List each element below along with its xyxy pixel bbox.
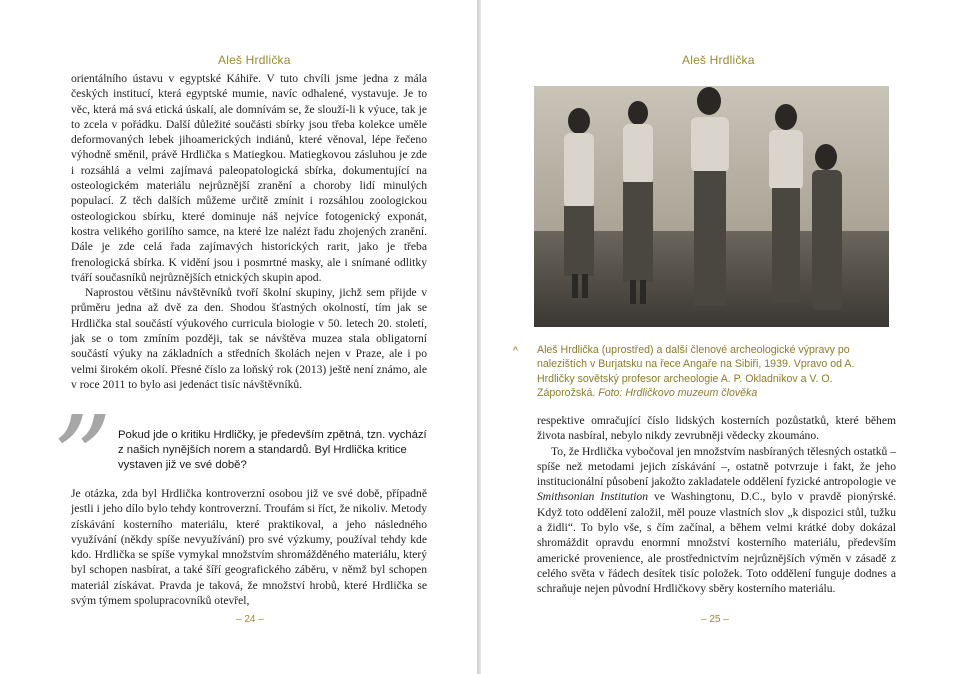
right-page	[481, 0, 960, 674]
paragraph-part: ve Washingtonu, D.C., bylo v pravdě pionýrské. Když toto oddělení založil, měl pouze vlastních slov „k dispozici stůl, tužku a židli“. To bylo vše, s čím začínal, a během velmi krátké doby dokázal shromáždit opravdu enormní množství kosterního materiálu, především americké provenience, ale prostřednictvím nejrůznějších výměn v zásadě z celého světa v řádech desítek tisíc položek. Toto oddělení funguje dodnes a schraňuje nejen původní Hrdličkovy sběry kosterního materiálu.	[537, 490, 896, 596]
photo-illustration	[534, 86, 889, 327]
quote-mark-icon: ”	[52, 390, 113, 528]
institution-name: Smithsonian Institution	[537, 490, 649, 504]
paragraph: Je otázka, zda byl Hrdlička kontroverzní osobou již ve své době, případně jestli i jeho dílo bylo tehdy kontroverzní. Troufám si říct, že nikoliv. Metody získávání kosterního materiálu, které praktikoval, a jeho následného využívání (někdy spíše nevyužívání) pro své výzkumy, používal tehdy kde kdo. Hrdlička se spíše vymykal množstvím shromážděného materiálu, který byl schopen nasbírat, a také šíří geografického záběru, v němž byl schopen materiál získávat. Pravda je taková, že množství hrobů, které Hrdlička se svým týmem spolupracovníků otevřel,	[71, 487, 427, 608]
page-number-right: – 25 –	[701, 614, 729, 625]
left-bottom-text	[71, 486, 427, 608]
photo-credit: Foto: Hrdličkovo muzeum člověka	[598, 386, 758, 399]
pull-quote: Pokud jde o kritiku Hrdličky, je především zpětná, tzn. vychází z našich nynějších norem a standardů. Byl Hrdlička kritice vystaven již ve své době?	[118, 429, 427, 471]
paragraph: orientálního ústavu v egyptské Káhiře. V tuto chvíli jsme jedna z mála českých institucí, která egyptské mumie, navíc odhalené, vystavuje. Je to věc, která má svá etická úskalí, ale domnívám se, že slouží-li k výuce, tak je to zcela v pořádku. Další důležité součásti sbírky jsou třeba kolekce uměle deformovaných lebek jihoamerických indiánů, které věnoval, lépe řečeno výhodně směnil, právě Hrdlička s Matiegkou. Matiegkovou zásluhou je zde i rozsáhlá a velmi zajímavá paleopatologická sbírka, dokumentující na osteologickém materiálu nejrůznější zranění a choroby lidí minulých populací. Z těch dalších můžeme určitě zmínit i rozsáhlou zoologickou osteologickou sbírku, které dominuje náš nejvíce fotogenický exponát, kostra velikého gorilího samce, na které lze nalézt řadu zhojených zranění. Dále je zde celá řada zajímavých historických rarit, jako je třeba frenologická sbírka. K vidění jsou i posmrtné masky, ale i snímané odlitky tváří současníků nejrůznějších etnických skupin apod.	[71, 72, 427, 284]
caption-text: Aleš Hrdlička (uprostřed) a další členové archeologické výpravy po nalezištích v Burjatsku na řece Angaře na Sibiři, 1939. Vpravo od A. Hrdličky sovětský profesor archeologie A. P. Okladnikov a V. O. Záporožská.	[537, 344, 855, 399]
photo-caption	[513, 343, 877, 400]
right-body-text	[537, 413, 896, 597]
paragraph-part: To, že Hrdlička vybočoval jen množstvím nasbíraných tělesných ostatků – spíše než metodami jejich získávání –, ostatně potvrzuje i fakt, že jeho institucionální působení jakožto zakladatele oddělení fyzické antropologie ve	[537, 444, 896, 489]
running-head-left: Aleš Hrdlička	[218, 53, 291, 67]
caption-marker-icon: ^	[513, 345, 518, 357]
paragraph	[537, 444, 896, 597]
paragraph: Naprostou většinu návštěvníků tvoří školní skupiny, jichž sem přijde v průměru jedna až dvě za den. Shodou šťastných okolností, tím jak se Hrdlička stal součástí výukového curricula biologie v 50. letech 20. století, jak se o tom zmíním později, tak se návštěva muzea stala obligatorní součástí výuky na základních a středních školách nejen v Praze, ale i po velmi širokém okolí. Přesné číslo za loňský rok (2013) ještě není známo, ale v roce 2011 to bylo asi jedenáct tisíc návštěvníků.	[71, 286, 427, 391]
left-page	[0, 0, 477, 674]
paragraph: respektive omračující číslo lidských kosterních pozůstatků, které během života nasbíral, nebylo nikdy zevrubněji vědecky zkoumáno.	[537, 414, 896, 443]
page-number-left: – 24 –	[236, 614, 264, 625]
expedition-group-photo	[534, 86, 889, 327]
running-head-right: Aleš Hrdlička	[682, 53, 755, 67]
left-top-text	[71, 71, 427, 392]
